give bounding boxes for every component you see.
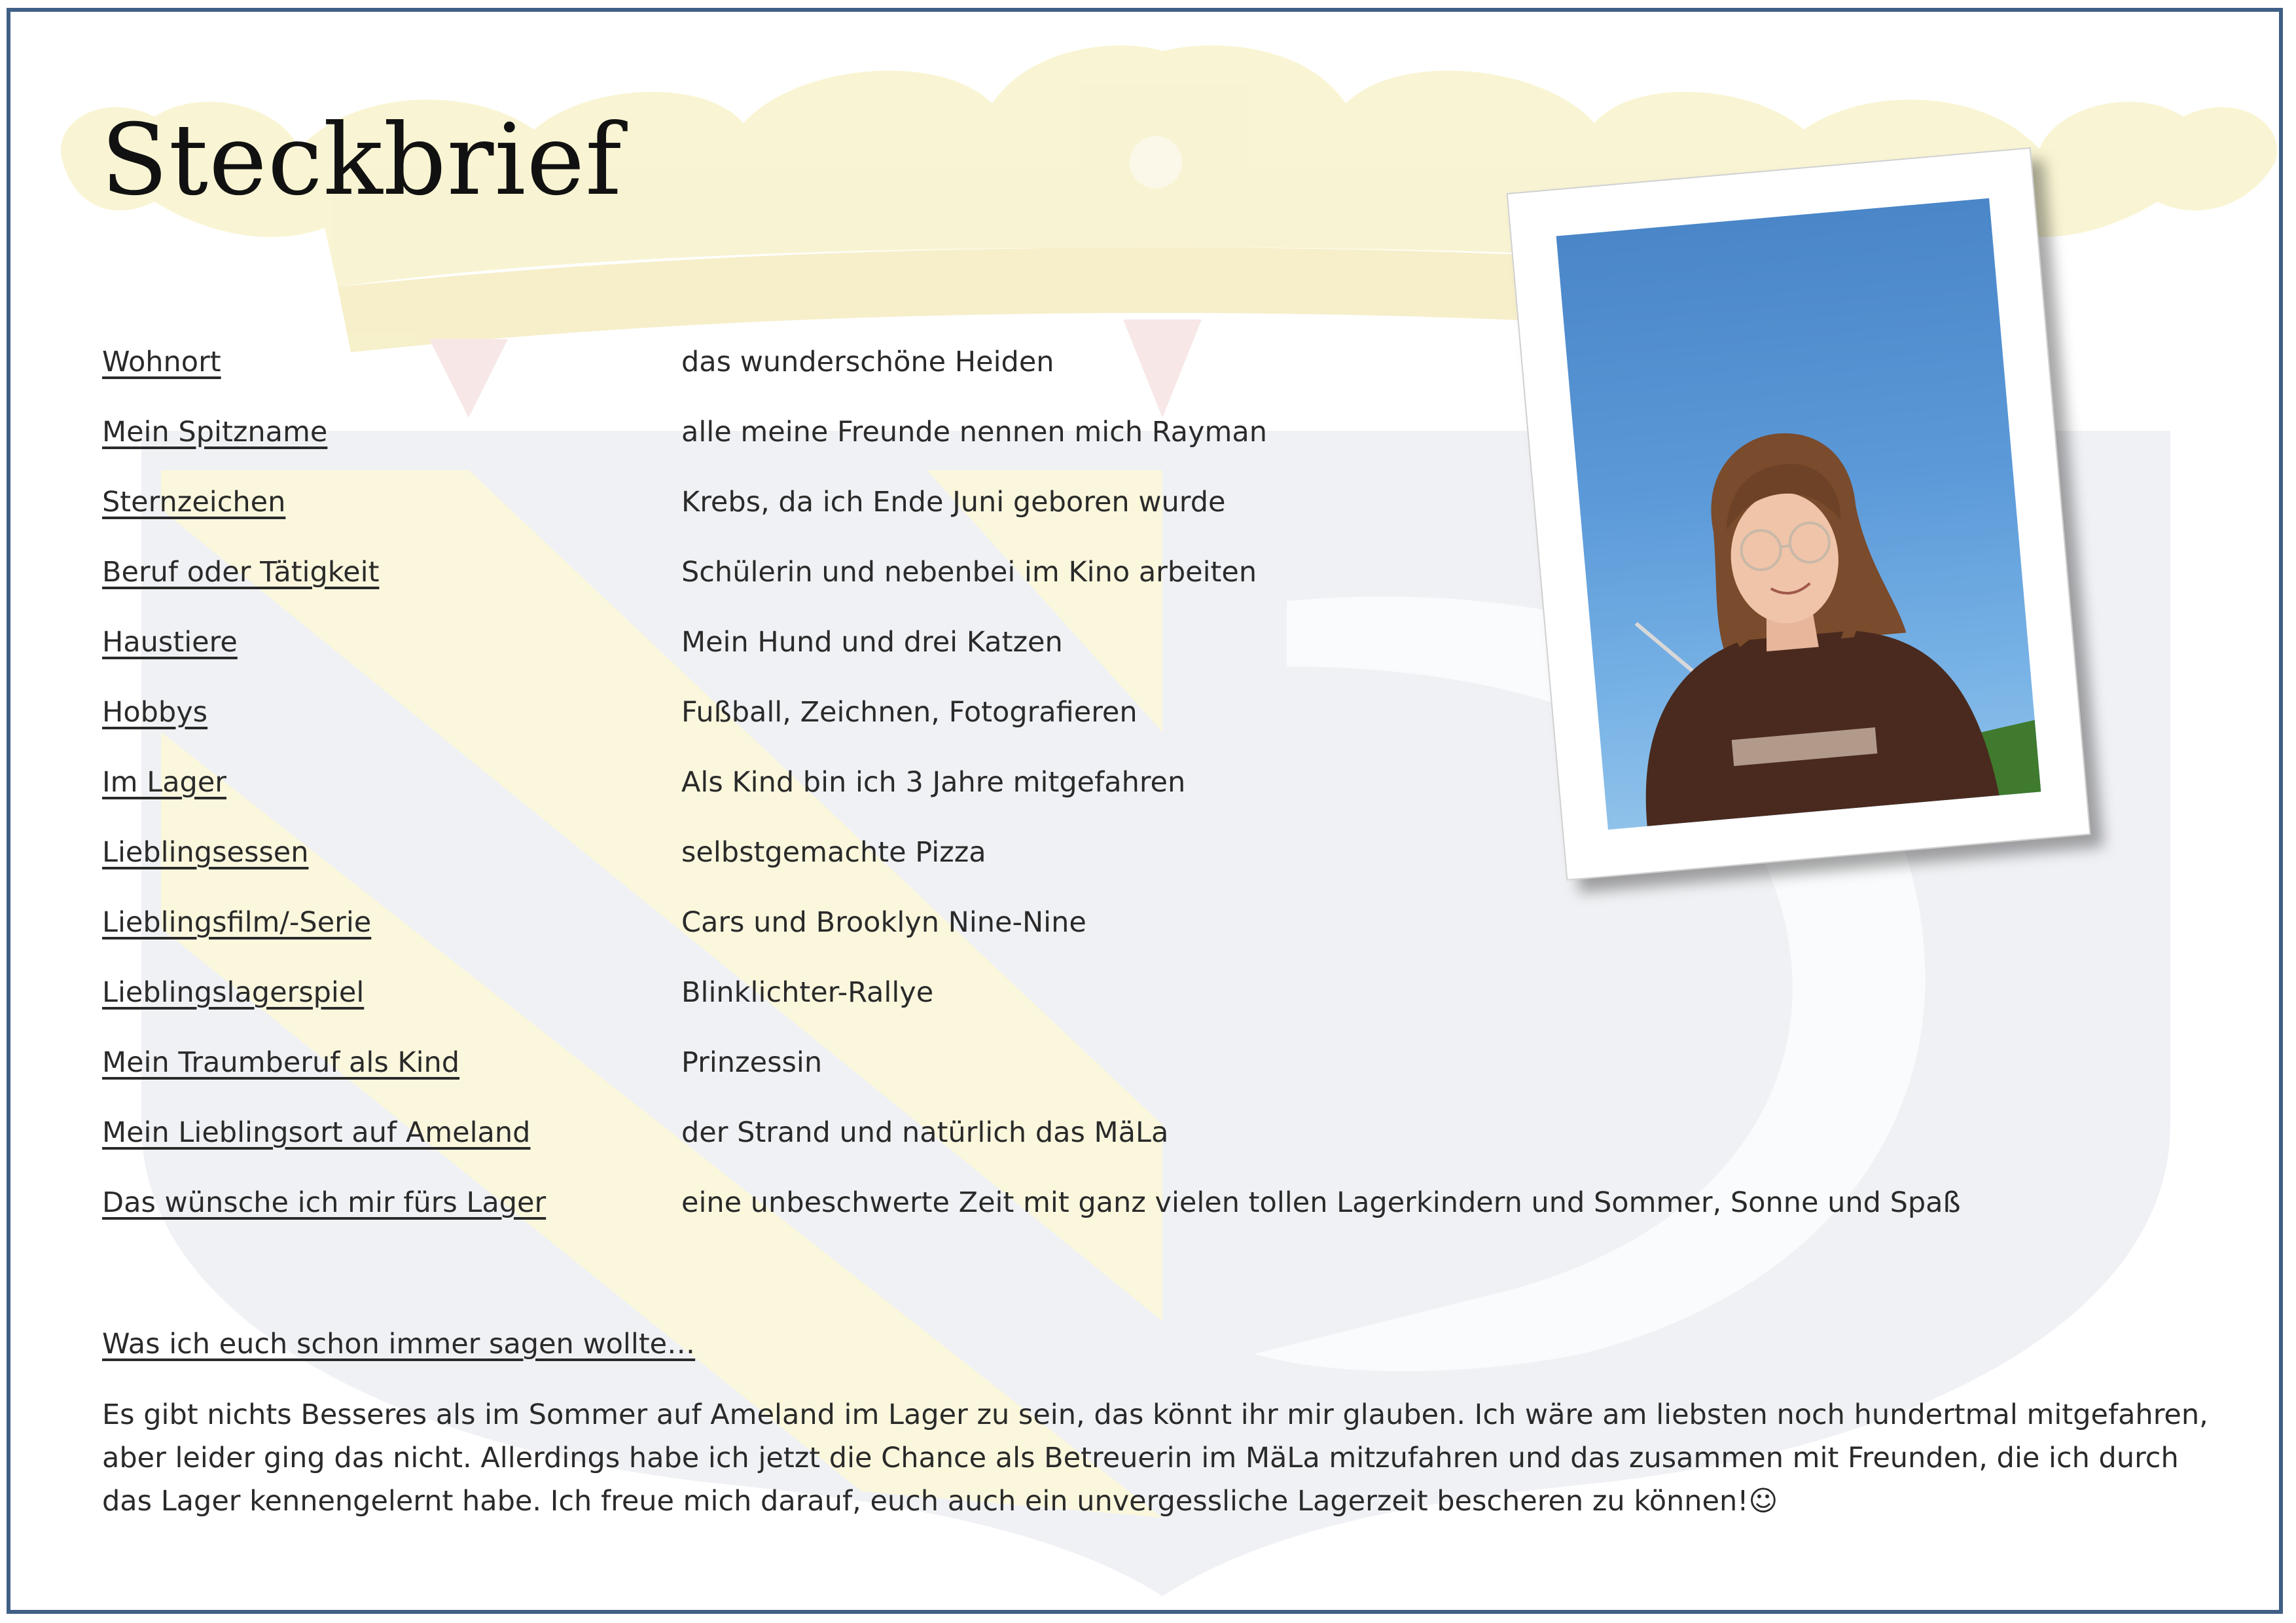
- row-value: Als Kind bin ich 3 Jahre mitgefahren: [681, 766, 1186, 799]
- row-label: Lieblingslagerspiel: [102, 976, 365, 1009]
- row-value: Cars und Brooklyn Nine-Nine: [681, 906, 1086, 939]
- portrait-photo: [1556, 198, 2041, 830]
- row-label: Haustiere: [102, 626, 238, 659]
- row-value: Fußball, Zeichnen, Fotografieren: [681, 696, 1138, 729]
- row-value: der Strand und natürlich das MäLa: [681, 1116, 1169, 1149]
- portrait-illustration: [1556, 198, 2041, 830]
- row-label: Lieblingsfilm/-Serie: [102, 906, 372, 939]
- row-value: Mein Hund und drei Katzen: [681, 626, 1063, 659]
- row-value: Schülerin und nebenbei im Kino arbeiten: [681, 556, 1257, 589]
- row-label: Im Lager: [102, 766, 226, 799]
- profile-row-lieblingslagerspiel: [102, 973, 1869, 1043]
- row-value: Krebs, da ich Ende Juni geboren wurde: [681, 486, 1226, 519]
- closing-paragraph: Es gibt nichts Besseres als im Sommer auf Ameland im Lager zu sein, das könnt ihr mir glauben. Ich wäre am liebsten noch hundertmal mitgefahren, aber leider ging das nicht. Allerdings habe ich jetzt die Chance als Betreuerin im MäLa mitzufahren und das zusammen mit Freunden, die ich durch das Lager kennengelernt habe. Ich freue mich darauf, euch auch ein unvergessliche Lagerzeit bescheren zu können!☺: [102, 1398, 2208, 1518]
- profile-page: [7, 8, 2283, 1614]
- row-label: Beruf oder Tätigkeit: [102, 556, 380, 589]
- row-value: selbstgemachte Pizza: [681, 836, 986, 869]
- photo-frame: [1507, 147, 2091, 881]
- row-value: das wunderschöne Heiden: [681, 346, 1054, 378]
- row-value: Prinzessin: [681, 1046, 823, 1079]
- row-label: Sternzeichen: [102, 486, 286, 519]
- profile-row-lieblingsfilm: [102, 903, 1869, 973]
- closing-heading: Was ich euch schon immer sagen wollte…: [102, 1328, 696, 1360]
- row-value: eine unbeschwerte Zeit mit ganz vielen tollen Lagerkindern und Sommer, Sonne und Spaß: [681, 1186, 1961, 1219]
- row-label: Das wünsche ich mir fürs Lager: [102, 1186, 547, 1219]
- row-value: Blinklichter-Rallye: [681, 976, 934, 1009]
- row-value: alle meine Freunde nennen mich Rayman: [681, 416, 1267, 448]
- row-label: Mein Traumberuf als Kind: [102, 1046, 460, 1079]
- row-label: Mein Spitzname: [102, 416, 328, 448]
- row-label: Mein Lieblingsort auf Ameland: [102, 1116, 531, 1149]
- profile-row-traumberuf: [102, 1043, 1869, 1113]
- profile-row-lieblingsort: [102, 1113, 1869, 1183]
- profile-row-wunsch: [102, 1183, 1961, 1253]
- page-title: Steckbrief: [101, 103, 622, 217]
- row-label: Wohnort: [102, 346, 221, 378]
- row-label: Lieblingsessen: [102, 836, 309, 869]
- row-label: Hobbys: [102, 696, 208, 729]
